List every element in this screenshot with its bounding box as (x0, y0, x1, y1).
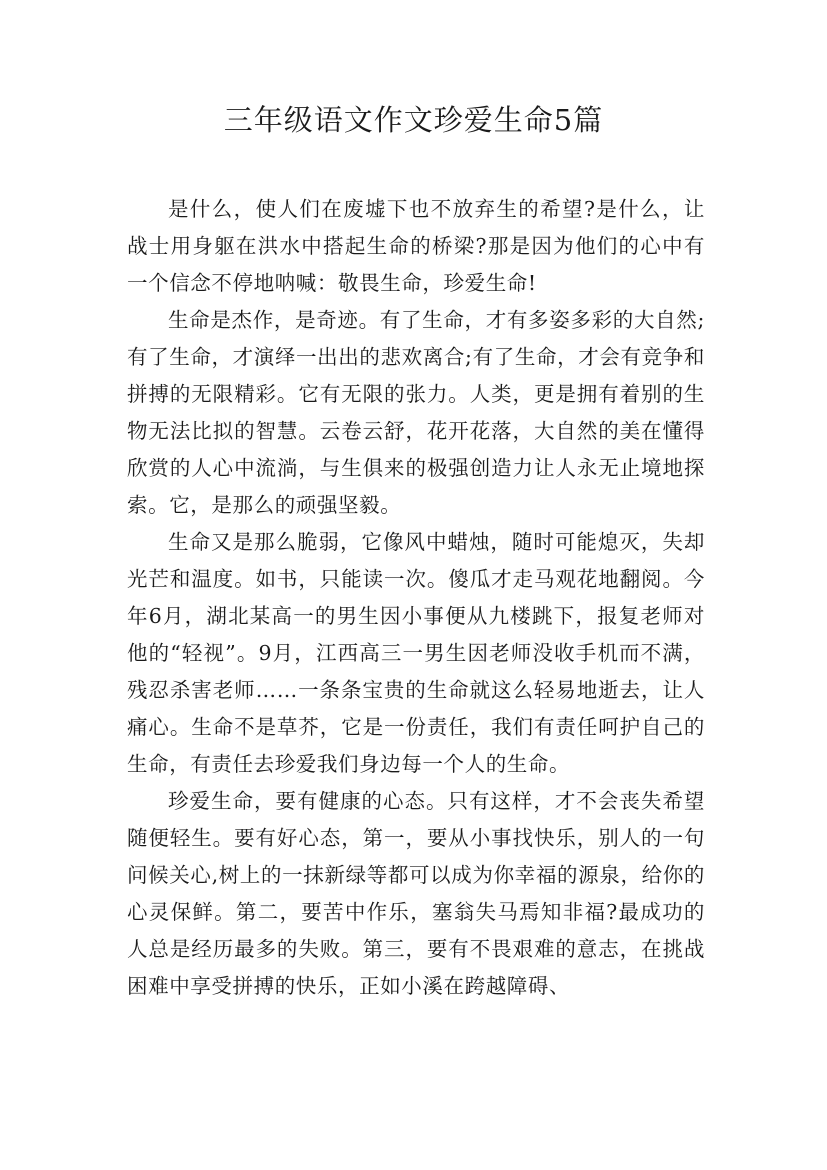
document-title: 三年级语文作文珍爱生命5篇 (223, 103, 604, 137)
paragraph: 珍爱生命，要有健康的心态。只有这样，才不会丧失希望随便轻生。要有好心态，第一，要从小事找快乐，别人的一句问候关心,树上的一抹新绿等都可以成为你幸福的源泉，给你的心灵保鲜。第二，要苦中作乐，塞翁失马焉知非福?最成功的人总是经历最多的失败。第三，要有不畏艰难的意志，在挑战困难中享受拼搏的快乐，正如小溪在跨越障碍、 (127, 789, 705, 998)
paragraph: 生命是杰作，是奇迹。有了生命，才有多姿多彩的大自然;有了生命，才演绎一出出的悲欢离合;有了生命，才会有竞争和拼搏的无限精彩。它有无限的张力。人类，更是拥有着别的生物无法比拟的智慧。云卷云舒，花开花落，大自然的美在懂得欣赏的人心中流淌，与生俱来的极强创造力让人永无止境地探索。它，是那么的顽强坚毅。 (127, 308, 705, 517)
paragraph: 生命又是那么脆弱，它像风中蜡烛，随时可能熄灭，失却光芒和温度。如书，只能读一次。傻瓜才走马观花地翻阅。今年6月，湖北某高一的男生因小事便从九楼跳下，报复老师对他的“轻视”。9月，江西高三一男生因老师没收手机而不满，残忍杀害老师……一条条宝贵的生命就这么轻易地逝去，让人痛心。生命不是草芥，它是一份责任，我们有责任呵护自己的生命，有责任去珍爱我们身边每一个人的生命。 (127, 530, 705, 776)
paragraph: 是什么，使人们在废墟下也不放弃生的希望?是什么，让战士用身躯在洪水中搭起生命的桥梁?那是因为他们的心中有一个信念不停地呐喊：敬畏生命，珍爱生命! (127, 197, 705, 295)
document-body (127, 191, 705, 1005)
